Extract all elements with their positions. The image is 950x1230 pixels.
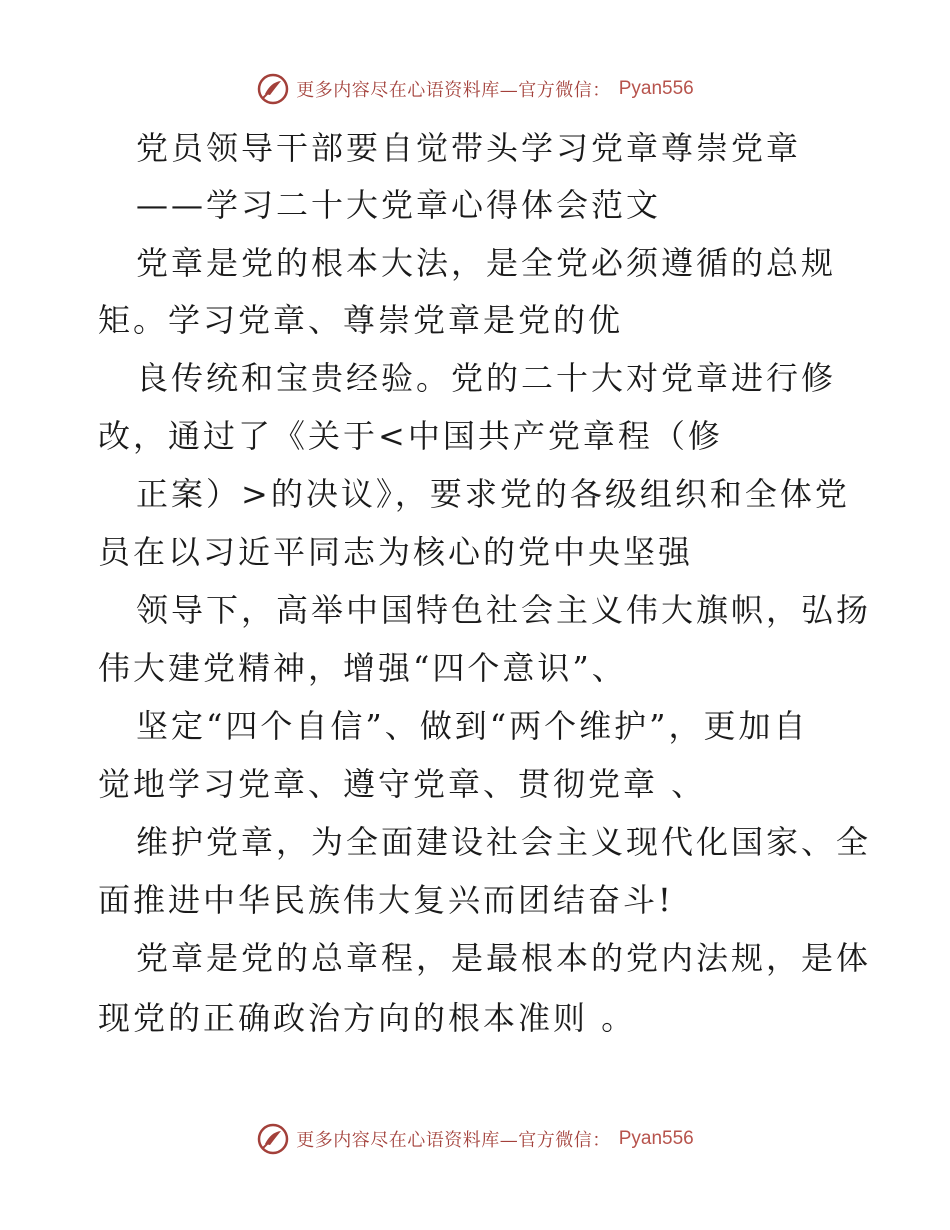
paragraph-line: 改，通过了《关于<中国共产党章程（修: [98, 417, 723, 455]
paragraph-line: 维护党章，为全面建设社会主义现代化国家、全: [136, 823, 872, 861]
paragraph-line: 党章是党的总章程，是最根本的党内法规，是体: [136, 939, 872, 977]
seal-logo-icon: [256, 1122, 290, 1156]
paragraph-line: 党章是党的根本大法，是全党必须遵循的总规: [136, 244, 837, 282]
document-title: 党员领导干部要自觉带头学习党章尊崇党章: [136, 129, 802, 167]
paragraph-line: 现党的正确政治方向的根本准则 。: [98, 999, 637, 1037]
paragraph-line: 坚定“四个自信”、做到“两个维护”，更加自: [136, 707, 809, 745]
paragraph-line: 伟大建党精神，增强“四个意识”、: [98, 649, 627, 687]
watermark-text: 更多内容尽在心语资料库—官方微信：: [296, 1130, 611, 1151]
watermark-wechat-id: Pyan556: [618, 78, 694, 99]
document-subtitle: ——学习二十大党章心得体会范文: [136, 186, 662, 224]
paragraph-line: 觉地学习党章、遵守党章、贯彻党章 、: [98, 765, 707, 803]
paragraph-line: 员在以习近平同志为核心的党中央坚强: [98, 533, 694, 571]
watermark-wechat-id: Pyan556: [618, 1128, 694, 1149]
seal-logo-icon: [256, 72, 290, 106]
footer-watermark: [0, 1122, 950, 1156]
paragraph-line: 良传统和宝贵经验。党的二十大对党章进行修: [136, 359, 837, 397]
paragraph-line: 矩。学习党章、尊崇党章是党的优: [98, 301, 624, 339]
header-watermark: [0, 72, 950, 106]
paragraph-line: 领导下，高举中国特色社会主义伟大旗帜，弘扬: [136, 591, 872, 629]
watermark-text: 更多内容尽在心语资料库—官方微信：: [296, 80, 611, 101]
paragraph-line: 面推进中华民族伟大复兴而团结奋斗!: [98, 881, 674, 919]
paragraph-line: 正案）>的决议》，要求党的各级组织和全体党: [136, 475, 850, 513]
